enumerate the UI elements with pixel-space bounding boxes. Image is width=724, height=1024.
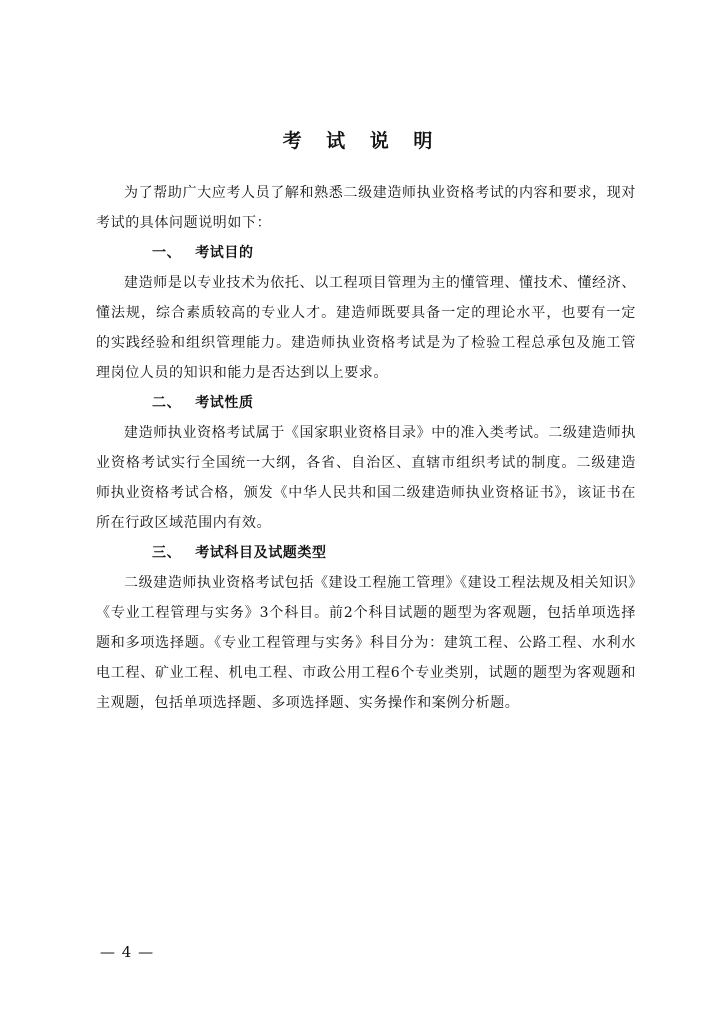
section-heading-purpose xyxy=(96,238,636,268)
section-heading-text: 考试性质 xyxy=(195,395,254,411)
section-paragraph-purpose: 建造师是以专业技术为依托、以工程项目管理为主的懂管理、懂技术、懂经济、懂法规，综合素质较高的专业人才。建造师既要具备一定的理论水平，也要有一定的实践经验和组织管理能力。建造师执业资格考试是为了检验工程总承包及施工管理岗位人员的知识和能力是否达到以上要求。 xyxy=(96,275,636,381)
section-heading-subjects xyxy=(96,538,636,568)
section-paragraph-nature: 建造师执业资格考试属于《国家职业资格目录》中的准入类考试。二级建造师执业资格考试实行全国统一大纲，各省、自治区、直辖市组织考试的制度。二级建造师执业资格考试合格，颁发《中华人民共和国二级建造师执业资格证书》，该证书在所在行政区域范围内有效。 xyxy=(96,425,636,531)
section-number: 一、 xyxy=(152,245,182,261)
section-paragraph-subjects: 二级建造师执业资格考试包括《建设工程施工管理》《建设工程法规及相关知识》《专业工程管理与实务》3个科目。前2个科目试题的题型为客观题，包括单项选择题和多项选择题。《专业工程管理与实务》科目分为：建筑工程、公路工程、水利水电工程、矿业工程、机电工程、市政公用工程6个专业类别，试题的题型为客观题和主观题，包括单项选择题、多项选择题、实务操作和案例分析题。 xyxy=(96,575,636,711)
section-heading-text: 考试目的 xyxy=(195,245,254,261)
section-number: 三、 xyxy=(152,545,182,561)
section-heading-nature xyxy=(96,388,636,418)
document-body xyxy=(96,178,636,718)
section-number: 二、 xyxy=(152,395,182,411)
page-number: — 4 — xyxy=(100,943,155,961)
section-heading-text: 考试科目及试题类型 xyxy=(195,545,327,561)
page-title: 考 试 说 明 xyxy=(282,130,442,152)
intro-paragraph: 为了帮助广大应考人员了解和熟悉二级建造师执业资格考试的内容和要求，现对考试的具体问题说明如下： xyxy=(96,185,636,231)
